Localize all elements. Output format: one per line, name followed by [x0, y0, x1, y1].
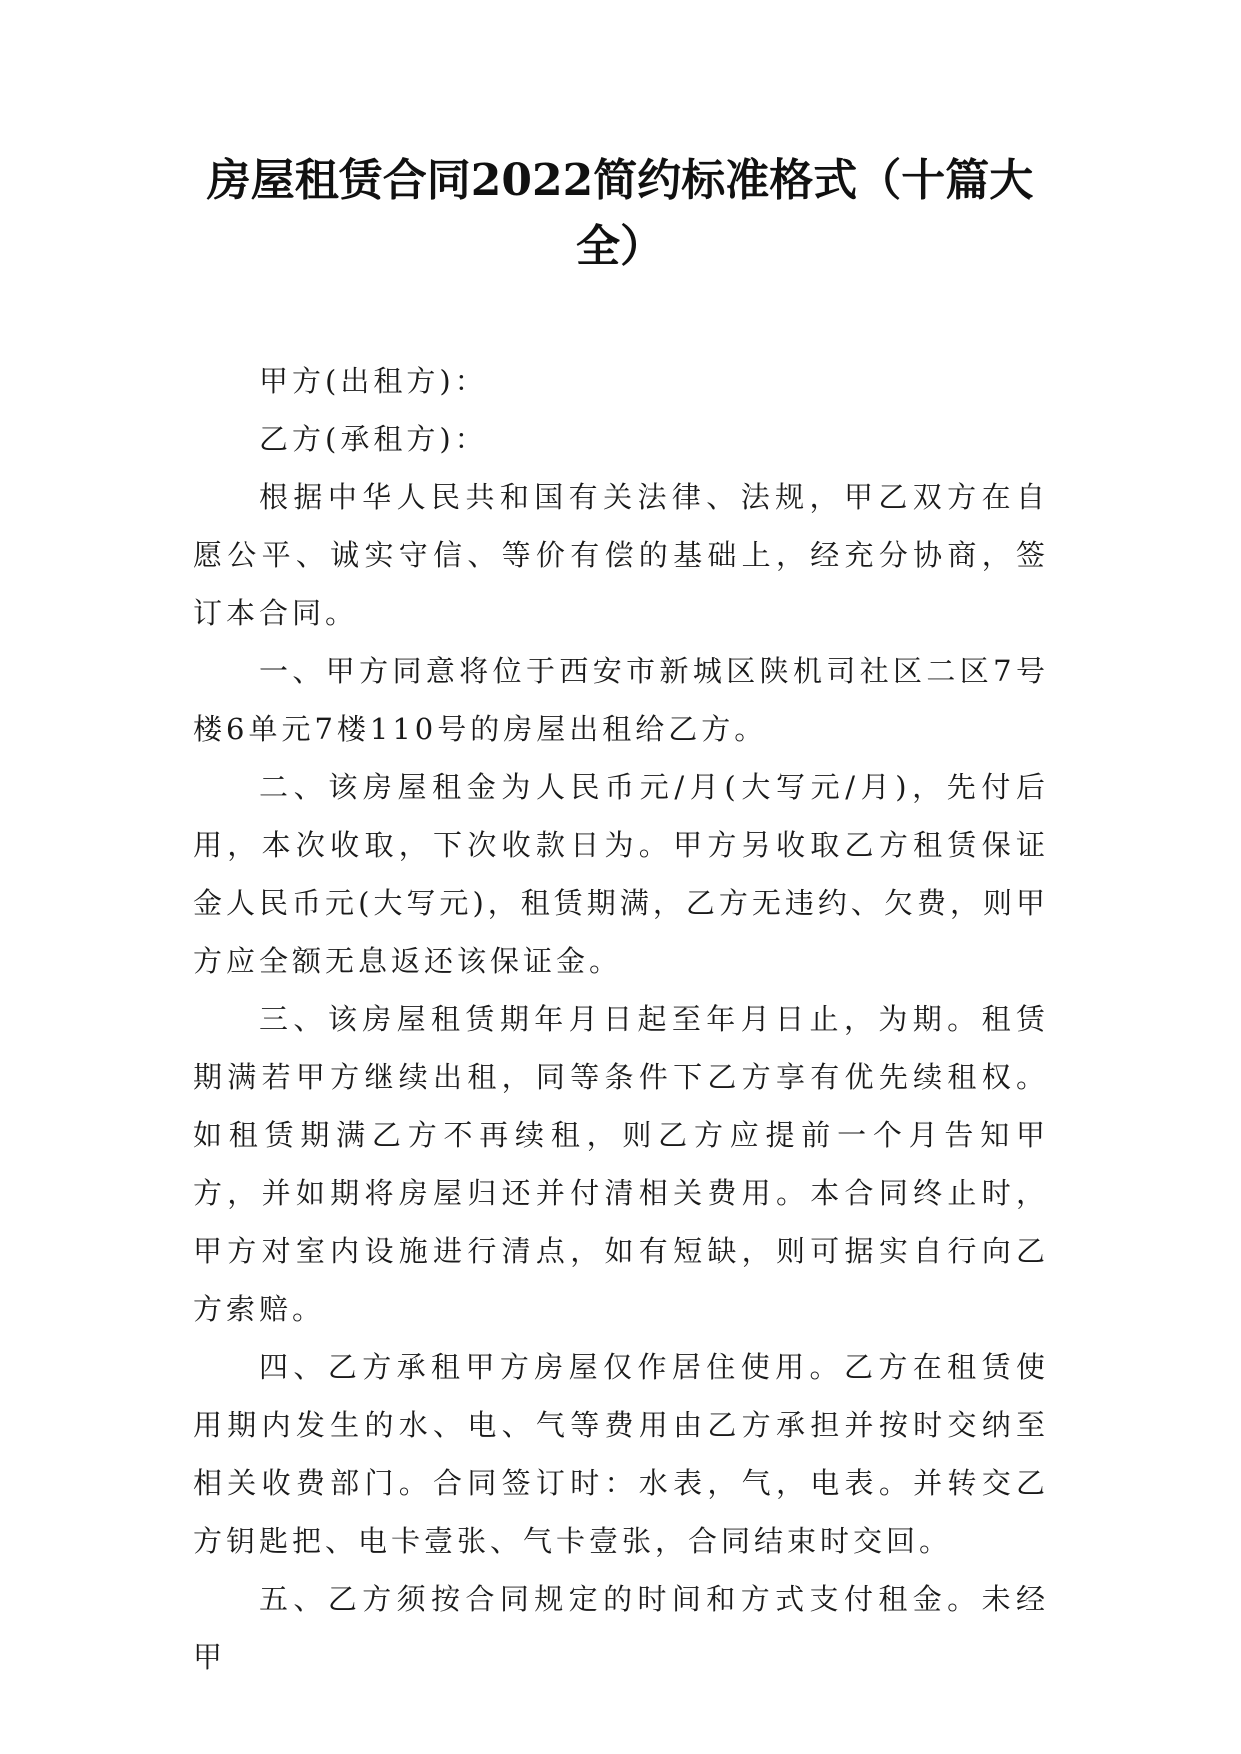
document-body	[193, 352, 1049, 1686]
preamble-paragraph: 根据中华人民共和国有关法律、法规，甲乙双方在自愿公平、诚实守信、等价有偿的基础上，经充分协商，签订本合同。	[193, 480, 1049, 630]
party-a-line: 甲方(出租方)：	[259, 364, 488, 398]
party-b-line: 乙方(承租方)：	[259, 422, 488, 456]
clause-5-paragraph: 五、乙方须按合同规定的时间和方式支付租金。未经甲	[193, 1582, 1049, 1674]
document-title: 房屋租赁合同2022简约标准格式（十篇大全）	[206, 155, 1034, 272]
clause-3-paragraph: 三、该房屋租赁期年月日起至年月日止，为期。租赁期满若甲方继续出租，同等条件下乙方享有优先续租权。如租赁期满乙方不再续租，则乙方应提前一个月告知甲方，并如期将房屋归还并付清相关费用。本合同终止时，甲方对室内设施进行清点，如有短缺，则可据实自行向乙方索赔。	[193, 1002, 1049, 1326]
clause-1-paragraph: 一、甲方同意将位于西安市新城区陕机司社区二区7号楼6单元7楼110号的房屋出租给乙方。	[193, 654, 1049, 746]
clause-2-paragraph: 二、该房屋租金为人民币元/月(大写元/月)，先付后用，本次收取，下次收款日为。甲方另收取乙方租赁保证金人民币元(大写元)，租赁期满，乙方无违约、欠费，则甲方应全额无息返还该保证金。	[193, 770, 1049, 978]
clause-4-paragraph: 四、乙方承租甲方房屋仅作居住使用。乙方在租赁使用期内发生的水、电、气等费用由乙方承担并按时交纳至相关收费部门。合同签订时：水表，气，电表。并转交乙方钥匙把、电卡壹张、气卡壹张，合同结束时交回。	[193, 1350, 1049, 1558]
